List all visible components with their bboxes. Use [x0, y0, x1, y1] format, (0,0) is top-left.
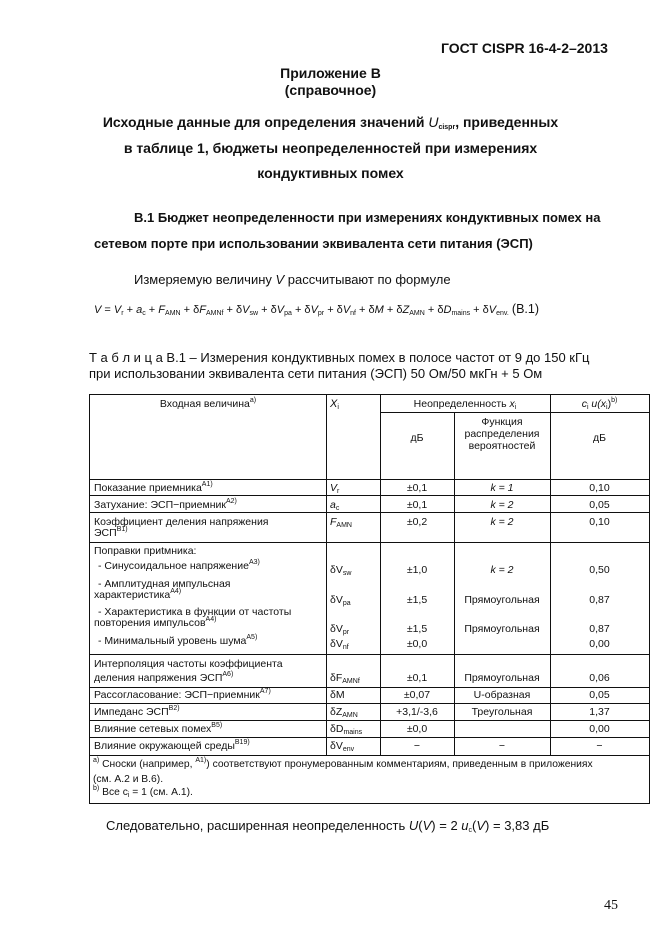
row-pulse-repetition-name: - Характеристика в функции от частоты повторения импульсов$^{A4)}$: [94, 606, 292, 629]
row-mains-cu: 0,00: [589, 723, 610, 735]
row-attenuation-value: ±0,1: [406, 499, 428, 511]
row-environment-cu: −: [596, 740, 603, 752]
row-pulse-amplitude-value: ±1,5: [406, 594, 428, 606]
row-receiver-corrections-head: Поправки приtмника:: [94, 545, 197, 557]
row-mains-value: ±0,0: [406, 723, 428, 735]
section-heading-line1: В.1 Бюджет неопределенности при измерениях кондуктивных помех на: [134, 210, 601, 225]
row-attenuation-dist: k = 2: [490, 499, 514, 511]
row-pulse-amplitude-symbol: $\delta V_{pa}$: [330, 594, 351, 607]
row-impedance-dist: Треугольная: [471, 706, 533, 718]
row-divider: [90, 495, 649, 496]
row-receiver-reading-symbol: $V_r$: [330, 482, 340, 495]
row-divider: [90, 703, 649, 704]
header-db-1: дБ: [410, 432, 424, 444]
header-distribution: Функция распределения вероятностей: [464, 416, 540, 452]
row-pulse-repetition-symbol: $\delta V_{pr}$: [330, 623, 350, 636]
col-divider: [326, 395, 327, 755]
table-caption-line1: Т а б л и ц а В.1 – Измерения кондуктивных помех в полосе частот от 9 до 150 кГц: [89, 350, 590, 365]
row-sine-voltage-value: ±1,0: [406, 564, 428, 576]
annex-heading-line3: кондуктивных помех: [257, 165, 404, 181]
header-db-2: дБ: [592, 432, 607, 444]
row-freq-interpolation-symbol: $\delta F_{AMNf}$: [330, 672, 360, 685]
row-attenuation-symbol: $a_c$: [330, 499, 340, 512]
row-sine-voltage-cu: 0,50: [589, 564, 610, 576]
row-freq-interpolation-value: ±0,1: [406, 672, 428, 684]
row-sine-voltage-name: - Синусоидальное напряжение$^{A3)}$: [98, 559, 260, 572]
row-mismatch-value: ±0,07: [403, 689, 431, 701]
row-mismatch-symbol: δM: [330, 689, 345, 701]
row-division-factor-value: ±0,2: [406, 516, 428, 528]
row-division-factor-cu: 0,10: [589, 516, 610, 528]
row-environment-name: Влияние окружающей среды$^{B19)}$: [94, 739, 250, 752]
row-receiver-reading-cu: 0,10: [589, 482, 610, 494]
row-divider: [90, 654, 649, 655]
document-header: ГОСТ CISPR 16-4-2–2013: [441, 40, 608, 56]
row-receiver-reading-value: ±0,1: [406, 482, 428, 494]
annex-subtitle: (справочное): [284, 82, 377, 98]
row-divider: [90, 542, 649, 543]
row-mains-symbol: $\delta D_{mains}$: [330, 723, 363, 736]
row-impedance-cu: 1,37: [589, 706, 610, 718]
row-impedance-symbol: $\delta Z_{AMN}$: [330, 706, 358, 719]
row-divider: [90, 512, 649, 513]
row-divider: [380, 412, 650, 413]
row-noise-floor-name: - Минимальный уровень шума$^{A5)}$: [98, 634, 258, 647]
row-division-factor-symbol: $F_{AMN}$: [330, 516, 352, 529]
row-receiver-reading-dist: k = 1: [490, 482, 514, 494]
row-division-factor-name: Коэффициент деления напряжения $ЭСП^{B1)}$: [94, 516, 269, 539]
table-note-b: $^{b)}$ Все $c_i = 1$ (см. А.1).: [93, 785, 193, 799]
row-mismatch-cu: 0,05: [589, 689, 610, 701]
row-environment-dist: −: [498, 740, 506, 752]
header-xi: $X_i$: [330, 398, 339, 411]
row-noise-floor-value: ±0,0: [406, 638, 428, 650]
row-divider: [90, 687, 649, 688]
row-pulse-repetition-dist: Прямоугольная: [464, 623, 540, 635]
row-mismatch-dist: U-образная: [473, 689, 531, 701]
row-pulse-repetition-cu: 0,87: [589, 623, 610, 635]
row-noise-floor-cu: 0,00: [589, 638, 610, 650]
row-environment-symbol: $\delta V_{env}$: [330, 740, 355, 753]
table-note-a: $^{a)}$ Сноски (например, $^{A1)}$) соответствуют пронумерованным комментариям, приведенным в приложениях (см. А.2 и В.6).: [93, 757, 593, 785]
row-noise-floor-symbol: $\delta V_{nf}$: [330, 638, 349, 651]
row-sine-voltage-dist: k = 2: [490, 564, 514, 576]
formula-b1: $V = V_r + a_c + F_{AMN} + \delta F_{AMNf} + \delta V_{sw} + \delta V_{pa} + \delta V_{pr} + \delta V_{nf} + \delta M + \delta Z_{AMN} + \delta D_{mains} + \delta V_{env.}$ (В.1): [94, 302, 540, 317]
row-divider: [90, 755, 649, 756]
row-freq-interpolation-name: Интерполяция частоты коэффициента деления напряжения $ЭСП^{A6)}$: [94, 658, 283, 684]
row-freq-interpolation-cu: 0,06: [589, 672, 610, 684]
header-ci-u: $c_i$ $u(x_i)^{b)}$: [581, 397, 618, 411]
row-attenuation-cu: 0,05: [589, 499, 610, 511]
conclusion-text: Следовательно, расширенная неопределенность U(V) = 2 $u_c(V) = 3,83$ дБ: [106, 818, 550, 834]
page-number: 45: [604, 898, 618, 913]
row-impedance-name: Импеданс $ЭСП^{B2)}$: [94, 705, 180, 718]
annex-heading-line1: Исходные данные для определения значений $U_{cispr}$, приведенных: [102, 114, 559, 131]
header-input-quantity: Входная величина$^{a)}$: [159, 397, 257, 410]
row-divider: [90, 479, 649, 480]
row-pulse-amplitude-cu: 0,87: [589, 594, 610, 606]
row-divider: [90, 737, 649, 738]
row-mains-name: Влияние сетевых помех$^{B5)}$: [94, 722, 223, 735]
row-division-factor-dist: k = 2: [490, 516, 514, 528]
row-environment-value: −: [413, 740, 421, 752]
row-freq-interpolation-dist: Прямоугольная: [464, 672, 540, 684]
formula-number: (В.1): [511, 302, 540, 316]
row-pulse-amplitude-dist: Прямоугольная: [464, 594, 540, 606]
row-attenuation-name: Затухание: ЭСП−приемник$^{A2)}$: [94, 498, 237, 511]
table-caption-line2: при использовании эквивалента сети питания (ЭСП) 50 Ом/50 мкГн + 5 Ом: [89, 366, 543, 381]
row-pulse-repetition-value: ±1,5: [406, 623, 428, 635]
row-receiver-reading-name: Показание приемника$^{A1)}$: [94, 481, 213, 494]
uncertainty-budget-table: [89, 394, 650, 804]
intro-text: Измеряемую величину V рассчитывают по формуле: [134, 272, 451, 287]
row-pulse-amplitude-name: - Амплитудная импульсная характеристика$^{A4)}$: [94, 578, 231, 601]
row-mismatch-name: Рассогласование: ЭСП−приемник$^{A7)}$: [94, 688, 271, 701]
header-uncertainty: Неопределенность $x_i$: [413, 398, 517, 411]
annex-title: Приложение В: [280, 65, 381, 81]
row-impedance-value: +3,1/-3,6: [396, 706, 438, 718]
annex-heading-line2: в таблице 1, бюджеты неопределенностей при измерениях: [123, 140, 538, 156]
row-sine-voltage-symbol: $\delta V_{sw}$: [330, 564, 352, 577]
row-divider: [90, 720, 649, 721]
section-heading-line2: сетевом порте при использовании эквивалента сети питания (ЭСП): [94, 236, 533, 251]
